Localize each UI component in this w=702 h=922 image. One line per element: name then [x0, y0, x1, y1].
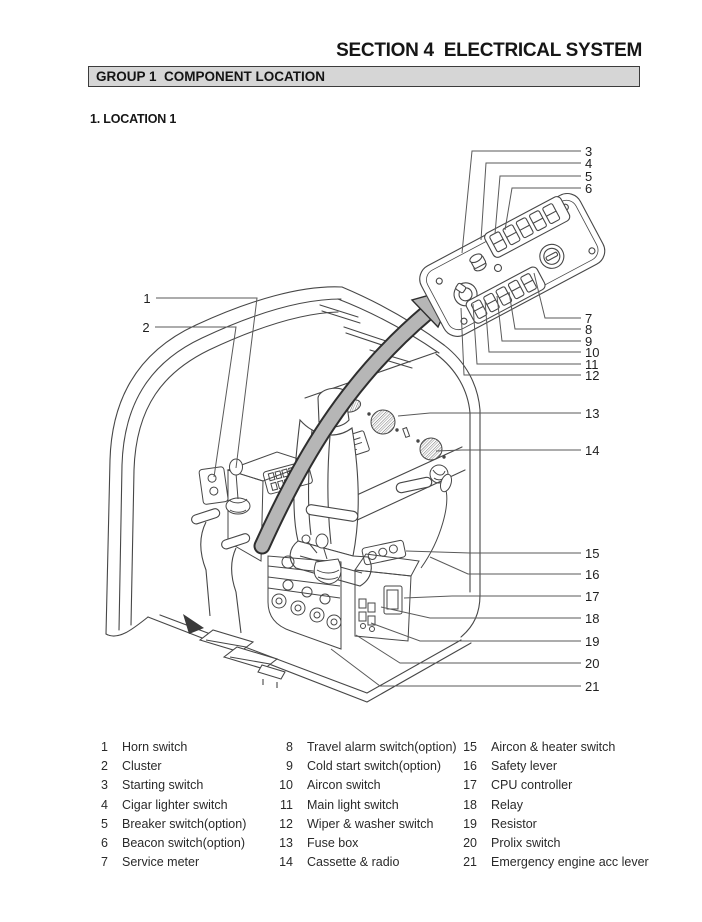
seat-armrest [395, 476, 432, 493]
legend-item-number: 10 [279, 778, 293, 793]
legend-item [457, 834, 677, 853]
callout-number: 21 [585, 679, 600, 694]
legend-item [457, 853, 677, 872]
callout-leader-line [156, 298, 257, 468]
callout-leader-line [404, 596, 581, 598]
callout-leader-line [430, 557, 581, 574]
operator-seat [290, 388, 432, 586]
callout-number: 20 [585, 656, 600, 671]
relay-connectors [359, 599, 375, 632]
callout-number: 19 [585, 634, 600, 649]
legend-item-number: 12 [279, 816, 293, 831]
legend-item-number: 6 [101, 835, 108, 850]
callout-number: 14 [585, 443, 600, 458]
legend-item-label: Service meter [122, 855, 200, 870]
legend-item-label: Aircon switch [307, 778, 381, 793]
speaker-icon [371, 410, 395, 434]
callout-number: 4 [585, 156, 593, 171]
legend-item-label: Starting switch [122, 778, 204, 793]
legend-item-label: Cluster [122, 759, 162, 774]
legend-item [457, 757, 677, 776]
legend-column-3 [457, 738, 677, 872]
legend-item-number: 14 [279, 855, 293, 870]
legend-item-number: 8 [286, 740, 293, 754]
legend-item-number: 20 [463, 835, 477, 850]
callout-number: 12 [585, 368, 600, 383]
group-title-bar: GROUP 1 COMPONENT LOCATION [88, 66, 640, 87]
callout-leader-line [381, 607, 581, 618]
callout-number: 5 [585, 169, 593, 184]
callout-leader-line [371, 623, 581, 641]
pedal [200, 630, 253, 652]
legend-item-label: Prolix switch [491, 835, 561, 850]
legend-item-label: Breaker switch(option) [122, 816, 247, 831]
section-title: SECTION 4 ELECTRICAL SYSTEM [336, 40, 642, 61]
location-heading: 1. LOCATION 1 [90, 112, 177, 126]
legend-item-number: 1 [101, 740, 108, 754]
suspension-knobs [272, 580, 341, 629]
callout-number: 3 [585, 144, 593, 159]
callout-leader-line [155, 327, 236, 477]
legend-item [273, 796, 453, 815]
callout-number: 10 [585, 345, 600, 360]
legend-item-number: 5 [101, 816, 108, 831]
travel-lever [220, 533, 250, 633]
legend-item [273, 776, 453, 795]
legend-item-label: Cold start switch(option) [307, 759, 442, 774]
travel-lever [190, 508, 220, 616]
legend-item-label: Beacon switch(option) [122, 835, 245, 850]
legend-item [457, 738, 677, 757]
legend-item [273, 834, 453, 853]
legend-item-label: CPU controller [491, 778, 573, 793]
legend-item-label: Wiper & washer switch [307, 816, 434, 831]
legend-item-number: 4 [101, 797, 108, 812]
legend-item [88, 757, 270, 776]
callout-number: 8 [585, 322, 593, 337]
callout-number: 16 [585, 567, 600, 582]
legend-item-number: 2 [101, 759, 108, 774]
callout-number: 11 [585, 357, 599, 372]
callout-number: 9 [585, 334, 593, 349]
legend-item [457, 815, 677, 834]
legend-item [88, 776, 270, 795]
legend-item [273, 815, 453, 834]
legend-item-label: Travel alarm switch(option) [307, 740, 457, 754]
legend-item-number: 7 [101, 855, 108, 870]
legend-item-label: Cassette & radio [307, 855, 400, 870]
legend-item-number: 17 [463, 778, 477, 793]
legend-item-number: 9 [286, 759, 293, 774]
legend-item-number: 18 [463, 797, 477, 812]
legend-item [88, 796, 270, 815]
legend-item [273, 853, 453, 872]
legend-item-label: Resistor [491, 816, 537, 831]
legend-column-2 [273, 738, 457, 872]
legend-item-number: 13 [279, 835, 293, 850]
cluster-monitor [199, 466, 229, 504]
legend-item [88, 853, 270, 872]
legend-item [88, 738, 270, 757]
callout-number: 18 [585, 611, 600, 626]
legend-item [457, 776, 677, 795]
legend-item-number: 15 [463, 740, 477, 754]
legend-item-label: Horn switch [122, 740, 188, 754]
legend-item-label: Safety lever [491, 759, 558, 774]
legend-item-label: Emergency engine acc lever [491, 855, 649, 870]
legend-item-label: Aircon & heater switch [491, 740, 616, 754]
callout-number: 15 [585, 546, 600, 561]
legend-item [88, 834, 270, 853]
callout-number: 1 [143, 291, 151, 306]
legend-column-1 [88, 738, 270, 872]
legend-item-label: Cigar lighter switch [122, 797, 228, 812]
speaker-icon [420, 438, 442, 460]
electrical-box [355, 540, 419, 641]
callout-leader-line [331, 649, 581, 686]
legend-item-number: 16 [463, 759, 477, 774]
legend-item [457, 796, 677, 815]
pedal [224, 647, 277, 669]
callout-number: 17 [585, 589, 600, 604]
direction-wedge [183, 614, 204, 634]
legend-item [273, 757, 453, 776]
legend-item-label: Fuse box [307, 835, 359, 850]
callout-leader-line [436, 450, 581, 451]
joystick-left [226, 459, 250, 514]
callout-number: 7 [585, 311, 593, 326]
legend-item [88, 815, 270, 834]
legend-item-number: 19 [463, 816, 477, 831]
callout-leader-line [406, 551, 581, 553]
legend-item [273, 738, 457, 757]
callout-number: 13 [585, 406, 600, 421]
callout-leader-line [398, 413, 581, 416]
legend-item-label: Relay [491, 797, 523, 812]
legend-item-label: Main light switch [307, 797, 399, 812]
legend-item-number: 11 [280, 797, 293, 812]
callout-number: 2 [142, 320, 150, 335]
callout-number: 6 [585, 181, 593, 196]
legend-item-number: 21 [463, 855, 477, 870]
legend-item-number: 3 [101, 778, 108, 793]
